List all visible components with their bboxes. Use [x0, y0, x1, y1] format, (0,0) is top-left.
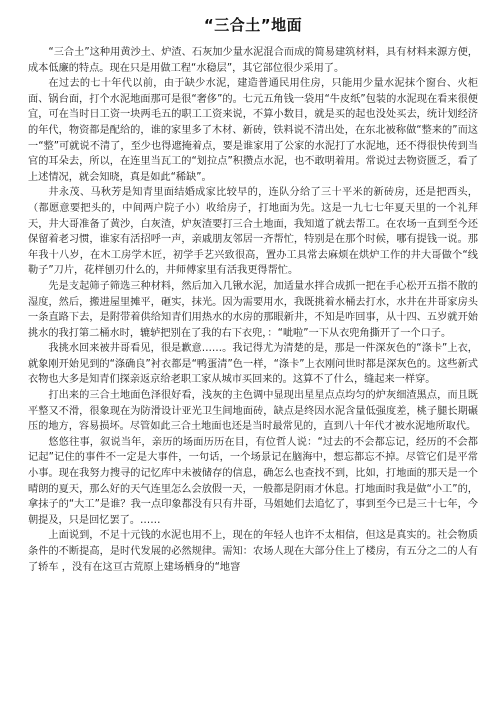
document-page [28, 8, 478, 708]
paragraph-6: 打出来的三合土地面色泽很好看，浅灰的主色调中显现出星星点点均匀的炉灰细渣黑点，而且既平整又不滑，很象现在为防滑设计亚光卫生间地面砖，缺点是终因水泥含量低强度差，桃子腿长期碾压的地方，容易损坏。尽管如此三合土地面也还是当时最常见的，直到八十年代才被水泥地所取代。 [28, 390, 478, 433]
paragraph-2: 在过去的七十年代以前，由于缺少水泥，建造普通民用住房，只能用少量水泥抹个窗台、火柜面、锅台面，打个水泥地面那可是很“奢侈”的。七元五角钱一袋用“牛皮纸”包装的水泥现在看来很便宜，可在当时日工资一块两毛五的职工工资来说，不算小数目，就是买的起也没处买去，统计划经济的年代，物资都是配给的，谁的家里多了木材、新砖，铁料说不清出处，在东北被称做“整来的”而这一“整”可就说不清了，至少也得遮掩着点，要是谁家用了公家的水泥打了水泥地，还不得很快传到当官的耳朵去，所以，在连里当瓦工的“划拉点”积攒点水泥，也不敢明着用。常说过去物资匮乏，看了上述情况，就会知晓，真是如此“稀缺”。 [28, 78, 478, 183]
paragraph-7: 悠悠往事，叙说当年，亲历的场面历历在目，有位哲人说：“过去的不会都忘记，经历的不会都记起”记住的事件不一定是大事件，一句话，一个场景记在脑海中，想忘都忘不掉。尽管它们是平常小事。现在我努力搜寻的记忆库中未被储存的信息，确怎么也查找不到，比如，打地面的那天是一个晴朗的夏天，那么好的天气连里怎么会放假一天，一般都是阴雨才休息。打地面时我是做“小工”的，拿抹子的“大工”是谁？我一点印象都没有只有井哥，马姐她们去追忆了，事到至今已是三十七年，今朝提及，只是回忆罢了。…… [28, 436, 478, 526]
paragraph-3: 井永茂、马秋芳是知青里面结婚成家比较早的，连队分给了三十平米的新砖房，还是把西头，（都愿意要把头的，中间两户院子小）收给房子，打地面为先。这是一九七七年夏天里的一个礼拜天，井大哥准备了黄沙，白灰渣，炉灰渣要打三合土地面，我知道了就去帮工。在农场一直到至今还保留着老习惯，谁家有活招呼一声，亲戚朋友邻居一齐帮忙，特别是在那个时候，哪有提钱一说。那年我十八岁，在木工房学木匠，初学手艺兴致很高，置办工具常去麻烦在烘炉工作的井大哥做个“线勒子”刀片，花样刨刃什么的，井师傅家里有活我更得帮忙。 [28, 187, 478, 277]
paragraph-5: 我挑水回来被井哥看见，很是歉意……。我记得尤为清楚的是，那是一件深灰色的“涤卡”上衣，就象刚开始见到的“涤确良”衬衣都是“鸭蛋清”色一样，“涤卡”上衣刚问世时都是深灰色的。这些新式衣物也大多是知青们探亲返京给老职工家从城市买回来的。这算不了什么，缝起来一样穿。 [28, 343, 478, 386]
paragraph-4: 先是支起筛子筛选三种材料，然后加入几锹水泥，加适量水拌合成抓一把在手心松开五指不散的湿度，然后，搬进屋里摊平，砸实，抹光。因为需要用水，我既挑着水桶去打水，水井在井哥家房头一条直路下去，是附带着供给知青们用热水的水房的那眼新井，不知是咋回事，从十四、五岁就开始挑水的我打第二桶水时，辘轳把别在了我的右下衣兜，：“呲啦”一下从衣兜角撕开了一个口子。 [28, 280, 478, 339]
paragraph-1: “三合土”这种用黄沙土、炉渣、石灰加少量水泥混合而成的简易建筑材料，具有材料来源方便，成本低廉的特点。现在只是用做工程“水稳层”，其它部位很少采用了。 [28, 47, 478, 74]
paragraph-8: 上面说到，不足十元钱的水泥也用不上，现在的年轻人也许不太相信，但这是真实的。社会物质条件的不断提高，是时代发展的必然规律。需知：农场人现在大部分住上了楼房，有五分之二的人有了轿车 ，没有在这亘古荒原上建场栖身的“地窨 [28, 530, 478, 573]
document-title: “三合土”地面 [203, 16, 303, 34]
